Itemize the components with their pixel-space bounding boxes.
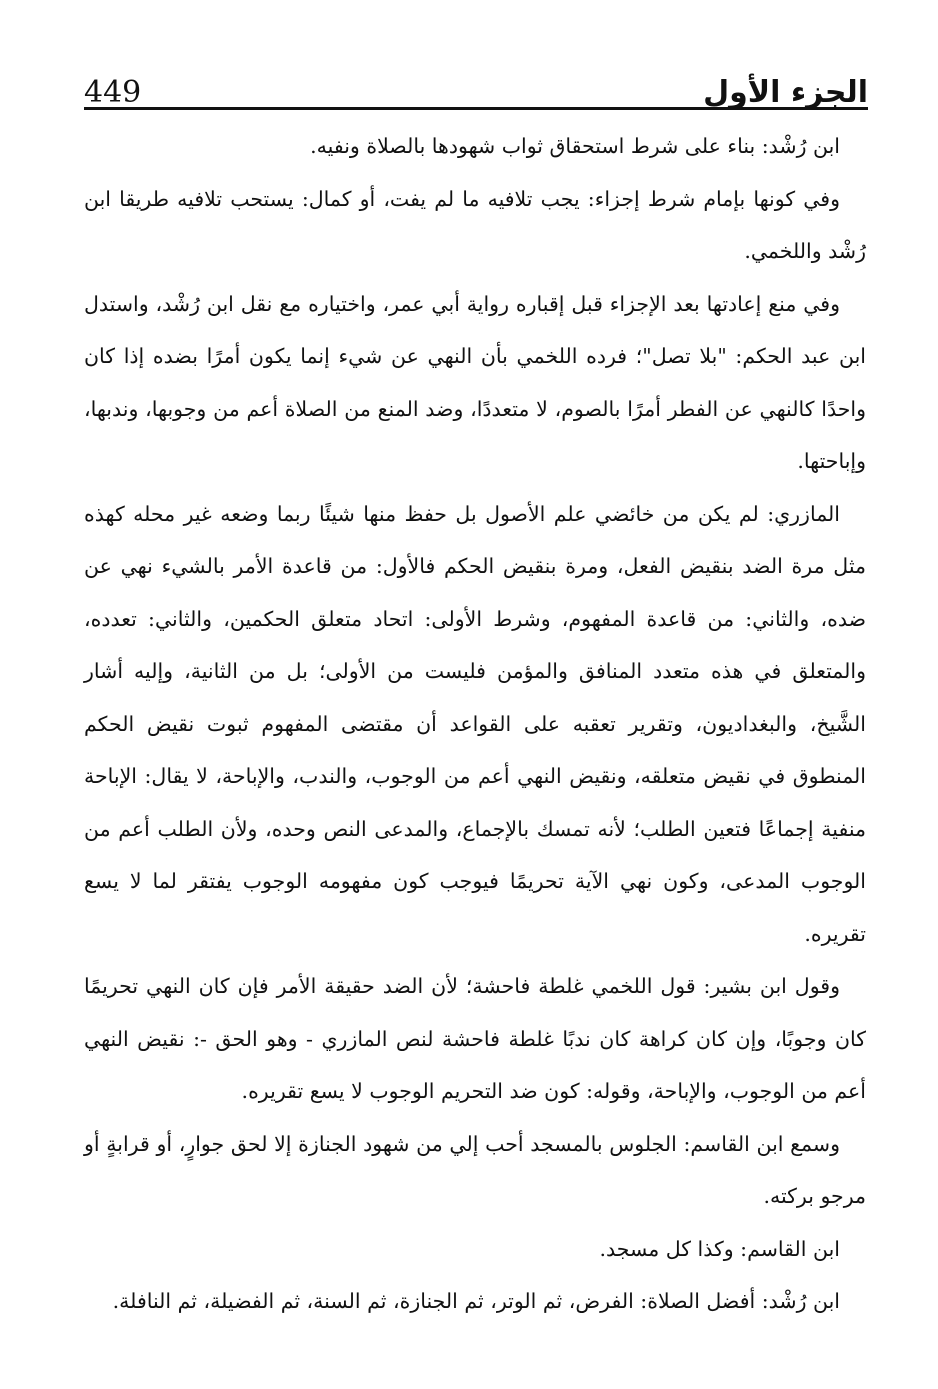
paragraph: ابن القاسم: وكذا كل مسجد. [599, 1236, 840, 1261]
paragraph: وفي كونها بإمام شرط إجزاء: يجب تلافيه ما لم يفت، أو كمال: يستحب تلافيه طريقا ابن رُشْد واللخمي. [84, 186, 866, 263]
paragraph: المازري: لم يكن من خائضي علم الأصول بل حفظ منها شيئًا ربما وضعه غير محله كهذه مثل مرة الضد بنقيض الفعل، ومرة بنقيض الحكم فالأول: من قاعدة الأمر بالشيء نهي عن ضده، والثاني: من قاعدة المفهوم، وشرط الأولى: اتحاد متعلق الحكمين، والثاني: تعدده، والمتعلق في هذه متعدد المنافق والمؤمن فليست من الأولى؛ بل من الثانية، وإليه أشار الشَّيخ، والبغداديون، وتقرير تعقبه على القواعد أن مقتضى المفهوم ثبوت نقيض الحكم المنطوق في نقيض متعلقه، ونقيض النهي أعم من الوجوب، والندب، والإباحة، لا يقال: الإباحة منفية إجماعًا فتعين الطلب؛ لأنه تمسك بالإجماع، والمدعى النص وحده، ولأن الطلب أعم من الوجوب المدعى، وكون نهي الآية تحريمًا فيوجب كون مفهومه الوجوب يفتقر لما لا يسع تقريره. [84, 501, 866, 946]
paragraph: ابن رُشْد: بناء على شرط استحقاق ثواب شهودها بالصلاة ونفيه. [310, 134, 840, 158]
paragraph: ابن رُشْد: أفضل الصلاة: الفرض، ثم الوتر، ثم الجنازة، ثم السنة، ثم الفضيلة، ثم النافلة. [112, 1289, 840, 1313]
header-rule [84, 107, 868, 110]
running-title: الجزء الأول [703, 75, 868, 110]
page-number: 449 [84, 75, 142, 110]
paragraph: وقول ابن بشير: قول اللخمي غلطة فاحشة؛ لأن الضد حقيقة الأمر فإن كان النهي تحريمًا كان وجوبًا، وإن كان كراهة كان ندبًا غلطة فاحشة لنص المازري - وهو الحق -: نقيض النهي أعم من الوجوب، والإباحة، وقوله: كون ضد التحريم الوجوب لا يسع تقريره. [84, 974, 866, 1103]
paragraph: وفي منع إعادتها بعد الإجزاء قبل إقباره رواية أبي عمر، واختياره مع نقل ابن رُشْد، واستدل ابن عبد الحكم: "بلا تصل"؛ فرده اللخمي بأن النهي عن شيء إنما يكون أمرًا بضده إذا كان واحدًا كالنهي عن الفطر أمرًا بالصوم، لا متعددًا، وضد المنع من الصلاة أعم من وجوبها، وندبها، وإباحتها. [84, 291, 866, 473]
page-body [84, 120, 866, 1328]
page-header [84, 52, 868, 108]
paragraph: وسمع ابن القاسم: الجلوس بالمسجد أحب إلي من شهود الجنازة إلا لحق جوارٍ، أو قرابةٍ أو مرجو بركته. [84, 1131, 866, 1208]
